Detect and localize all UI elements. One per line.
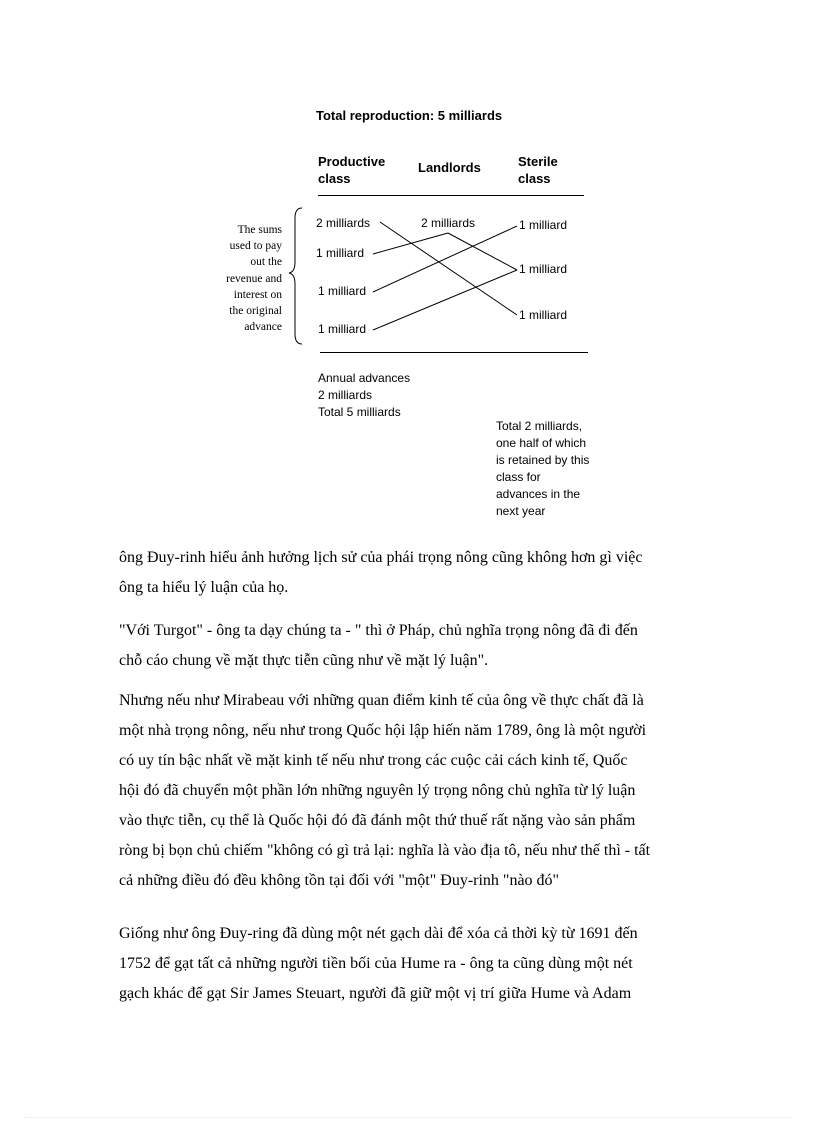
annual-advances-note: Annual advances 2 milliards Total 5 milliards	[318, 371, 411, 419]
sums-side-note: The sums used to pay out the revenue and interest on the original advance	[226, 224, 282, 334]
sterile-total-note: Total 2 milliards, one half of which is retained by this class for advances in the next year	[496, 419, 590, 518]
header-productive-class: Productive class	[318, 154, 386, 186]
diagram-lines	[0, 0, 816, 560]
sterile-value-3: 1 milliard	[519, 308, 568, 322]
flow-line	[373, 233, 448, 254]
paragraph-4: Giống như ông Đuy-ring đã dùng một nét gạch dài để xóa cả thời kỳ từ 1691 đến 1752 để gạt tất cả những người tiền bối của Hume ra - ông ta cũng dùng một nét gạch khác để gạt Sir James Steuart, người đã giữ một vị trí giữa Hume và Adam	[119, 925, 638, 1002]
header-sterile-class: Sterile class	[518, 154, 558, 186]
productive-value-1: 2 milliards	[316, 216, 371, 230]
sterile-value-1: 1 milliard	[519, 218, 568, 232]
landlords-value: 2 milliards	[421, 216, 476, 230]
paragraph-2: "Với Turgot" - ông ta dạy chúng ta - " thì ở Pháp, chủ nghĩa trọng nông đã đi đến chỗ cáo chung về mặt thực tiễn cũng như về mặt lý luận".	[119, 622, 638, 669]
productive-value-2: 1 milliard	[316, 246, 365, 260]
productive-value-4: 1 milliard	[318, 322, 367, 336]
header-landlords: Landlords	[418, 160, 481, 175]
flow-lines	[373, 222, 517, 330]
flow-line	[373, 226, 517, 292]
paragraph-3: Nhưng nếu như Mirabeau với những quan điểm kinh tế của ông về thực chất đã là một nhà trọng nông, nếu như trong Quốc hội lập hiến năm 1789, ông là một người có uy tín bậc nhất về mặt kinh tế nếu như trong các cuộc cải cách kinh tế, Quốc hội đó đã chuyển một phần lớn những nguyên lý trọng nông chủ nghĩa từ lý luận vào thực tiễn, cụ thể là Quốc hội đó đã đánh một thứ thuế rất nặng vào sản phẩm ròng bị bọn chủ chiếm "không có gì trả lại: nghĩa là vào địa tô, nếu như thế thì - tất cả những điều đó đều không tồn tại đối với "một" Đuy-rinh "nào đó"	[119, 692, 651, 889]
flow-line	[448, 233, 517, 270]
productive-value-3: 1 milliard	[318, 284, 367, 298]
sterile-value-2: 1 milliard	[519, 262, 568, 276]
page-bottom-divider	[24, 1117, 792, 1118]
left-curly-brace	[289, 208, 302, 344]
paragraph-1: ông Đuy-rinh hiểu ảnh hưởng lịch sử của phái trọng nông cũng không hơn gì việc ông ta hiểu lý luận của họ.	[119, 549, 643, 596]
diagram-title: Total reproduction: 5 milliards	[316, 108, 503, 123]
